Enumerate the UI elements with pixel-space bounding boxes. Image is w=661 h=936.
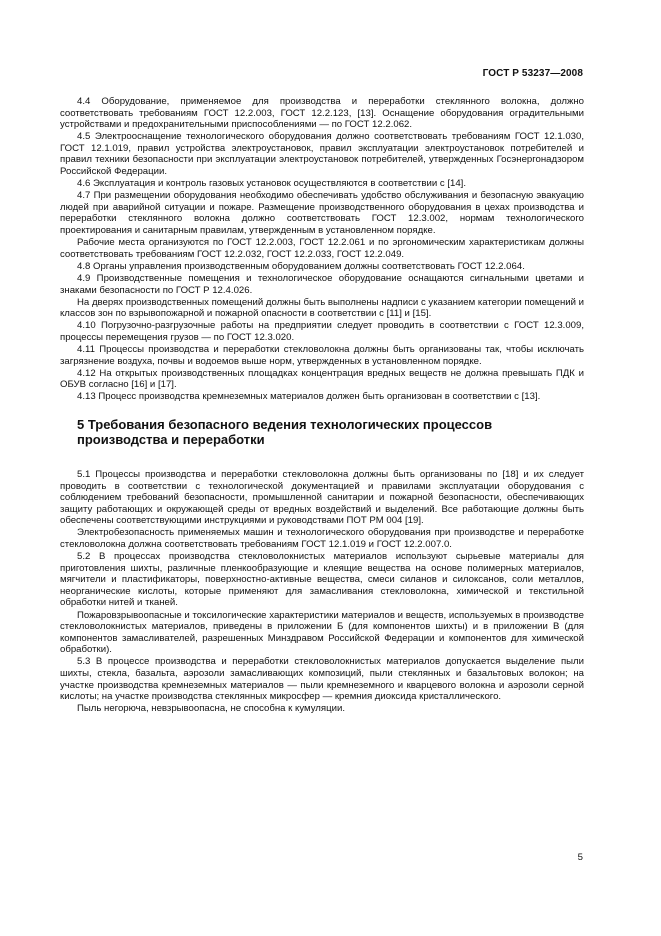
paragraph-4-10: 4.10 Погрузочно-разгрузочные работы на предприятии следует проводить в соответствии с ГОСТ 12.3.009, процессы перемещения грузов — по ГОСТ 12.3.020. xyxy=(60,320,584,343)
paragraph-4-9: 4.9 Производственные помещения и технологическое оборудование оснащаются сигнальными цветами и знаками безопасности по ГОСТ Р 12.4.026. xyxy=(60,272,584,296)
section-5-title: 5 Требования безопасного ведения технологических процессов производства и переработки xyxy=(77,416,493,447)
paragraph-4-8: 4.8 Органы управления производственным оборудованием должны соответствовать ГОСТ 12.2.064. xyxy=(77,260,525,272)
paragraph-hazard-characteristics: Пожаровзрывоопасные и токсилогические характеристики материалов и веществ, используемых в производстве стекловолокнистых материалов, приведены в приложении Б (для компонентов шихты) и в приложении В (для компонентов замасливателей, разрешенных Минздравом Российской Федерации и компонентов для химической обработки). xyxy=(60,609,584,656)
document-body xyxy=(60,96,584,715)
document-code-header: ГОСТ Р 53237—2008 xyxy=(482,68,583,79)
paragraph-5-3: 5.3 В процессе производства и переработки стекловолокнистых материалов допускается выделение пыли шихты, стекла, базальта, аэрозоли замасливающих композиций, пыли стеклянных и базальтовых волокон; на участке производства кремнеземных материалов — пыли кремнеземного и кварцевого волокна и аэрозоли серной кислоты; на участке производства стеклянных микросфер — кремния диоксида кристаллического. xyxy=(60,656,584,703)
paragraph-5-1: 5.1 Процессы производства и переработки стекловолокна должны быть организованы по [18] и их следует проводить в соответствии с технологической документацией и правилами эксплуатации оборудования с соблюдением требований безопасности, промышленной санитарии и пожарной безопасности, обеспечивающих защиту работающих и окружающей среды от вредных воздействий и выделений. Все работающие должны быть обеспечены соответствующими инструкциями и руководствами ПОТ РМ 004 [19]. xyxy=(60,468,584,527)
paragraph-4-13: 4.13 Процесс производства кремнеземных материалов должен быть организован в соответствии с [13]. xyxy=(77,391,541,403)
paragraph-dust-properties: Пыль негорюча, невзрывоопасна, не способна к кумуляции. xyxy=(77,703,345,715)
paragraph-4-5: 4.5 Электрооснащение технологического оборудования должно соответствовать требованиям ГОСТ 12.1.030, ГОСТ 12.1.019, правил устройства электроустановок, правил эксплуатации электроустановок потребителей и правил техники безопасности при эксплуатации электроустановок потребителей, утвержденных Госэнергонадзором Российской Федерации. xyxy=(60,131,584,178)
paragraph-workplaces: Рабочие места организуются по ГОСТ 12.2.003, ГОСТ 12.2.061 и по эргономическим характеристикам должны соответствовать требованиям ГОСТ 12.2.032, ГОСТ 12.2.033, ГОСТ 12.2.049. xyxy=(60,237,584,260)
paragraph-5-2: 5.2 В процессах производства стекловолокнистых материалов используют сырьевые материалы для приготовления шихты, различные пленкообразующие и клеящие вещества на основе полимерных материалов, мягчители и пластификаторы, поверхностно-активные вещества, смеси силанов и силоксанов, соли металлов, неорганические кислоты, которые применяют для замасливания стекловолокна, химической и текстильной обработки нитей и тканей. xyxy=(60,551,584,609)
paragraph-electrical-safety: Электробезопасность применяемых машин и технологического оборудования при производстве и переработке стекловолокна должна соответствовать требованиям ГОСТ 12.1.019 и ГОСТ 12.2.007.0. xyxy=(60,527,584,550)
paragraph-4-11: 4.11 Процессы производства и переработки стекловолокна должны быть организованы так, чтобы исключать загрязнение воздуха, почвы и водоемов выше норм, утвержденных в установленном порядке. xyxy=(60,343,584,367)
paragraph-4-7: 4.7 При размещении оборудования необходимо обеспечивать удобство обслуживания и безопасную эвакуацию людей при аварийной ситуации и пожаре. Размещение производственного оборудования в цехах производства и переработки стеклянного волокна должно соответствовать ГОСТ 12.3.002, нормам технологического проектирования и санитарным правилам, утвержденным в установленном порядке. xyxy=(60,190,584,237)
paragraph-door-labels: На дверях производственных помещений должны быть выполнены надписи с указанием категории помещений и классов зон по взрывопожарной и пожарной опасности в соответствии с [11] и [15]. xyxy=(60,296,584,320)
page-number: 5 xyxy=(577,852,583,863)
paragraph-4-6: 4.6 Эксплуатация и контроль газовых установок осуществляются в соответствии с [14]. xyxy=(77,178,466,190)
paragraph-4-12: 4.12 На открытых производственных площадках концентрация вредных веществ не должна превышать ПДК и ОБУВ согласно [16] и [17]. xyxy=(60,367,584,391)
paragraph-4-4: 4.4 Оборудование, применяемое для производства и переработки стеклянного волокна, должно соответствовать требованиям ГОСТ 12.2.003, ГОСТ 12.2.123, [13]. Оснащение оборудования оградительными устройствами и предохранительными приспособлениями — по ГОСТ 12.2.062. xyxy=(60,96,584,131)
